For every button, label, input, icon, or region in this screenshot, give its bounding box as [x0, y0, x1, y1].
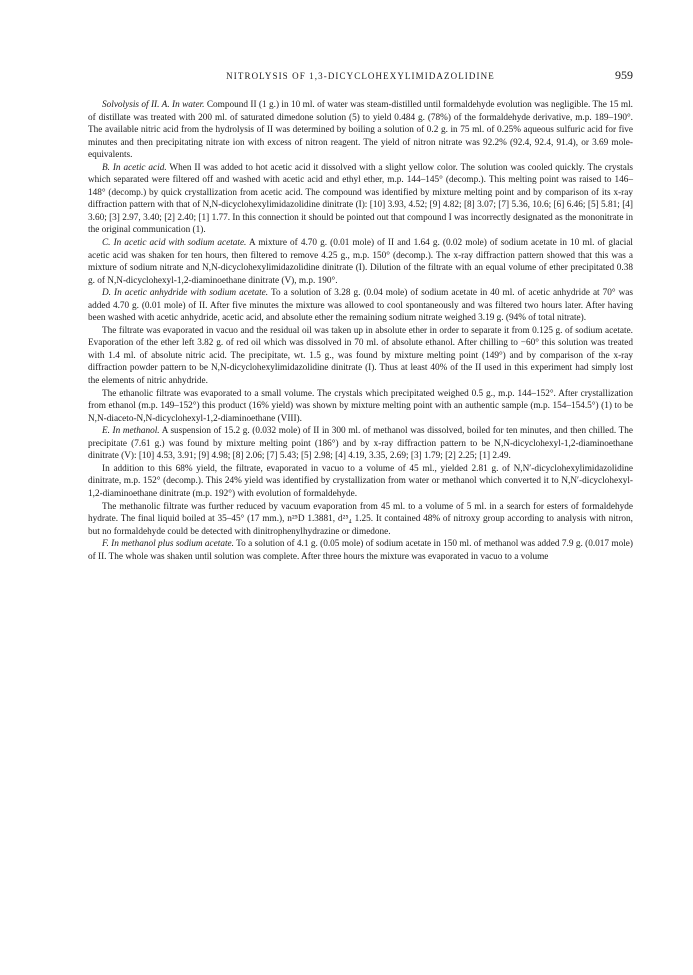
paragraph-text: The ethanolic filtrate was evaporated to a small volume. The crystals which precipitated weighed 0.5 g., m.p. 144–152°. After crystallization from ethanol (m.p. 149–152°) this product (16% yield) was shown by mixture melting point with an authentic sample (m.p. 154–154.5°) (1) to be N,N-diaceto-N,N-dicyclohexyl-1,2-diaminoethane (VIII). — [88, 388, 633, 424]
paragraph — [88, 162, 633, 237]
paragraph-text: A suspension of 15.2 g. (0.032 mole) of II in 300 ml. of methanol was dissolved, boiled for ten minutes, and then chilled. The precipitate (7.61 g.) was found by mixture melting point (186°) and by x-ray diffraction pattern to be N,N-dicyclohexyl-1,2-diaminoethane dinitrate (V): [10] 4.53, 3.91; [9] 4.98; [8] 2.06; [7] 5.43; [5] 2.98; [4] 4.19, 3.35, 2.69; [3] 1.79; [2] 2.25; [1] 2.49. — [88, 426, 634, 462]
paragraph — [88, 99, 633, 162]
page-header — [88, 68, 633, 84]
paragraph-lead: C. In acetic acid with sodium acetate. — [102, 238, 247, 249]
paragraph — [88, 287, 633, 325]
running-title: NITROLYSIS OF 1,3-DICYCLOHEXYLIMIDAZOLIDINE — [226, 71, 495, 81]
paragraph-text: The methanolic filtrate was further reduced by vacuum evaporation from 45 ml. to a volume of 5 ml. in a search for esters of formaldehyde hydrate. The final liquid boiled at 35–45° (17 mm.), n²⁵D 1.3881, d²⁵₄ 1.25. It contained 48% of nitroxy group according to analysis with nitron, but no formaldehyde could be detected with dinitrophenylhydrazine or dimedone. — [88, 501, 633, 537]
paragraph-text: When II was added to hot acetic acid it dissolved with a slight yellow color. The solution was cooled quickly. The crystals which separated were filtered off and washed with acetic acid and ethyl ether, m.p. 144–145° (decomp.). This melting point was raised to 146–148° (decomp.) by quick crystallization from acetic acid. The compound was identified by mixture melting point and by comparison of its x-ray diffraction pattern with that of N,N-dicyclohexylimidazolidine dinitrate (I): [10] 3.93, 4.52; [9] 4.82; [8] 3.07; [7] 5.36, 10.6; [6] 6.46; [5] 5.81; [4] 3.60; [3] 2.97, 3.40; [2] 2.40; [1] 1.77. In this connection it should be pointed out that compound I was incorrectly designated as the mononitrate in the original communication (1). — [88, 162, 633, 236]
paragraph-lead: Solvolysis of II. A. In water. — [102, 100, 205, 110]
paragraph — [88, 388, 633, 426]
paragraph-text: A mixture of 4.70 g. (0.01 mole) of II and 1.64 g. (0.02 mole) of sodium acetate in 10 ml. of glacial acetic acid was shaken for ten hours, then filtered to remove 4.25 g., m.p. 150° (decomp.). The x-ray diffraction pattern showed that this was a mixture of sodium nitrate and N,N-dicyclohexylimidazolidine dinitrate (I). Dilution of the filtrate with an equal volume of ether precipitated 0.38 g. of N,N-dicyclohexyl-1,2-diaminoethane dinitrate (V), m.p. 190°. — [88, 238, 633, 286]
paragraph-lead: E. In methanol. — [102, 426, 160, 437]
paragraph — [88, 425, 633, 463]
paragraph-lead: D. In acetic anhydride with sodium acetate. — [102, 288, 269, 299]
paragraph-text: The filtrate was evaporated in vacuo and the residual oil was taken up in absolute ether in order to separate it from 0.125 g. of sodium acetate. Evaporation of the ether left 3.82 g. of red oil which was dissolved in 70 ml. of absolute ethanol. After chilling to −60° this solution was treated with 1.4 ml. of absolute nitric acid. The precipitate, wt. 1.5 g., was found by mixture melting point (149°) and by comparison of the x-ray diffraction powder pattern to be N,N-dicyclohexylimidazolidine dinitrate (I). Thus at least 40% of the II used in this experiment had simply lost the elements of nitric anhydride. — [88, 325, 633, 387]
paragraph-lead: F. In methanol plus sodium acetate. — [102, 539, 234, 550]
paragraph-text: Compound II (1 g.) in 10 ml. of water was steam-distilled until formaldehyde evolution was negligible. The 15 ml. of distillate was treated with 200 ml. of saturated dimedone solution (5) to yield 0.484 g. (78%) of the formaldehyde derivative, m.p. 189–190°. The available nitric acid from the hydrolysis of II was determined by boiling a solution of 0.2 g. in 75 ml. of 0.25% aqueous sulfuric acid for five minutes and then precipitating nitrate ion with excess of nitron reagent. The yield of nitron nitrate was 92.2% (92.4, 92.4, 91.4), or 3.69 mole-equivalents. — [88, 100, 633, 161]
paragraph — [88, 325, 633, 388]
page-number: 959 — [615, 68, 633, 82]
paragraph — [88, 501, 633, 539]
paragraph — [88, 237, 633, 287]
paragraph-text: To a solution of 4.1 g. (0.05 mole) of sodium acetate in 150 ml. of methanol was added 7.9 g. (0.017 mole) of II. The whole was shaken until solution was complete. After three hours the mixture was evaporated in vacuo to a volume — [88, 539, 633, 562]
paragraph-lead: B. In acetic acid. — [102, 162, 167, 173]
paragraph — [88, 463, 633, 501]
paragraph — [88, 538, 633, 563]
paragraph-text: To a solution of 3.28 g. (0.04 mole) of sodium acetate in 40 ml. of acetic anhydride at 70° was added 4.70 g. (0.01 mole) of II. After five minutes the mixture was allowed to cool spontaneously and was filtered two hours later. After having been washed with acetic anhydride, acetic acid, and absolute ether the remaining sodium nitrate weighed 3.19 g. (94% of total nitrate). — [88, 288, 634, 324]
article-body — [88, 99, 633, 563]
paragraph-text: In addition to this 68% yield, the filtrate, evaporated in vacuo to a volume of 45 ml., yielded 2.81 g. of N,N′-dicyclohexylimidazolidine dinitrate, m.p. 152° (decomp.). This 24% yield was identified by crystallization from water or methanol which converted it to N,N′-dicyclohexyl-1,2-diaminoethane dinitrate (m.p. 192°) with evolution of formaldehyde. — [88, 463, 633, 499]
